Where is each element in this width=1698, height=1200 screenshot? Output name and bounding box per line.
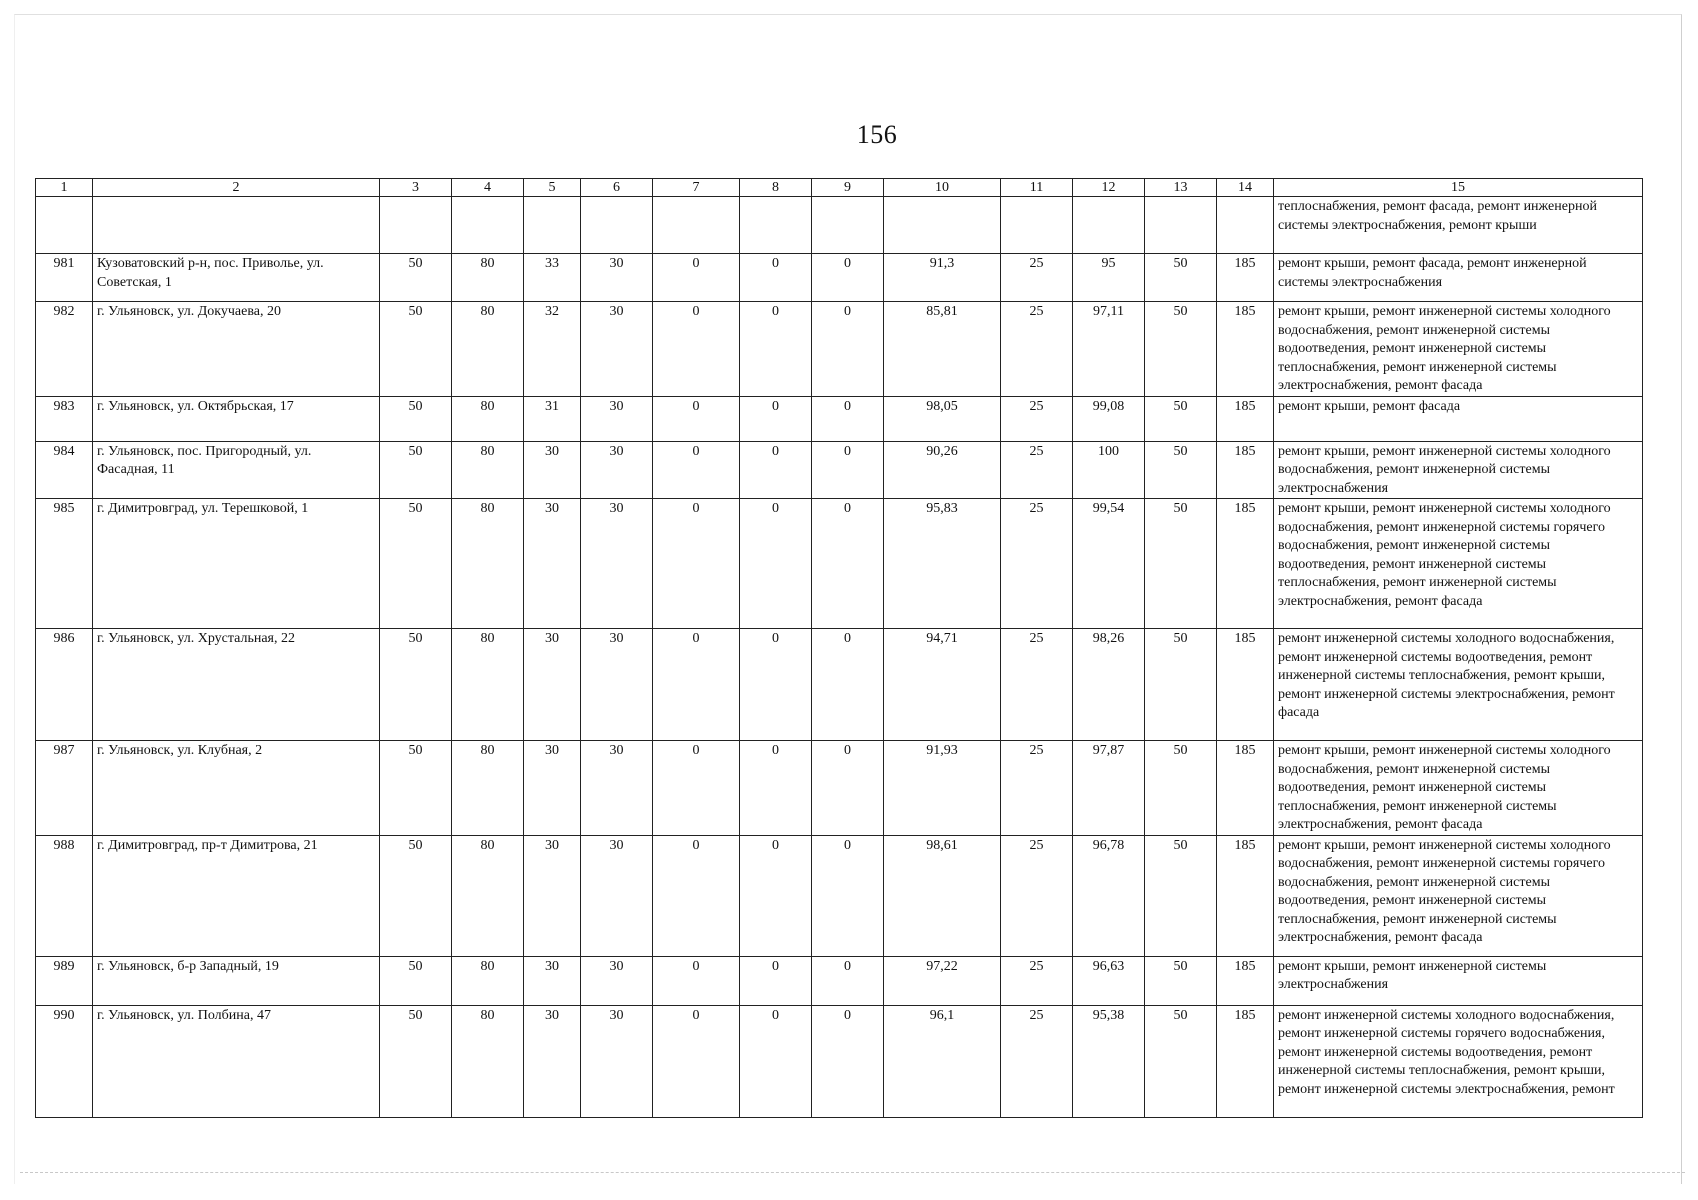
column-header: 7 — [653, 179, 740, 197]
header-row — [36, 179, 1643, 197]
table-cell-number: 990 — [36, 1005, 93, 1117]
table-row — [36, 1005, 1643, 1117]
table-cell-col9: 0 — [812, 741, 884, 836]
table-cell-col3: 50 — [380, 302, 452, 397]
table-cell-col14: 185 — [1217, 441, 1274, 499]
table-cell-col11 — [1001, 197, 1073, 254]
table-cell-col14: 185 — [1217, 499, 1274, 629]
table-cell-col14 — [1217, 197, 1274, 254]
table-cell-number: 989 — [36, 956, 93, 1005]
table-cell-col6 — [581, 197, 653, 254]
table-cell-col13: 50 — [1145, 254, 1217, 302]
table-cell-col14: 185 — [1217, 741, 1274, 836]
table-cell-col7: 0 — [653, 629, 740, 741]
table-cell-col13: 50 — [1145, 1005, 1217, 1117]
table-cell-col9: 0 — [812, 1005, 884, 1117]
table-cell-col10: 97,22 — [884, 956, 1001, 1005]
table-cell-address: г. Ульяновск, пос. Пригородный, ул. Фасадная, 11 — [93, 441, 380, 499]
table-cell-col10: 85,81 — [884, 302, 1001, 397]
table-cell-col14: 185 — [1217, 396, 1274, 441]
table-cell-address: г. Ульяновск, б-р Западный, 19 — [93, 956, 380, 1005]
table-cell-address: г. Ульяновск, ул. Клубная, 2 — [93, 741, 380, 836]
column-header: 14 — [1217, 179, 1274, 197]
table-cell-address: г. Димитровград, ул. Терешковой, 1 — [93, 499, 380, 629]
table-cell-col8: 0 — [740, 741, 812, 836]
scan-bottom-edge — [20, 1172, 1685, 1173]
table-cell-col6: 30 — [581, 835, 653, 956]
table-row — [36, 835, 1643, 956]
table-cell-col6: 30 — [581, 254, 653, 302]
table-cell-col9: 0 — [812, 835, 884, 956]
table-cell-col11: 25 — [1001, 835, 1073, 956]
table-cell-col4: 80 — [452, 1005, 524, 1117]
table-cell-col9 — [812, 197, 884, 254]
table-cell-col13: 50 — [1145, 499, 1217, 629]
table-cell-col9: 0 — [812, 254, 884, 302]
table-cell-works: ремонт крыши, ремонт инженерной системы электроснабжения — [1274, 956, 1643, 1005]
table-cell-number: 988 — [36, 835, 93, 956]
table-cell-col7: 0 — [653, 254, 740, 302]
table-cell-col8: 0 — [740, 499, 812, 629]
table-cell-address: г. Ульяновск, ул. Докучаева, 20 — [93, 302, 380, 397]
column-header: 5 — [524, 179, 581, 197]
table-cell-address: Кузоватовский р-н, пос. Приволье, ул. Советская, 1 — [93, 254, 380, 302]
table-cell-col7: 0 — [653, 956, 740, 1005]
column-header: 11 — [1001, 179, 1073, 197]
table-cell-col8: 0 — [740, 835, 812, 956]
table-cell-col8: 0 — [740, 441, 812, 499]
table-cell-col5: 30 — [524, 835, 581, 956]
table-cell-col7: 0 — [653, 396, 740, 441]
table-cell-works: ремонт инженерной системы холодного водоснабжения, ремонт инженерной системы водоотведения, ремонт инженерной системы теплоснабжения, ремонт крыши, ремонт инженерной системы электроснабжения, ремонт фасада — [1274, 629, 1643, 741]
table-row — [36, 741, 1643, 836]
table-cell-col13: 50 — [1145, 441, 1217, 499]
column-header: 2 — [93, 179, 380, 197]
table-cell-col11: 25 — [1001, 629, 1073, 741]
table-cell-works: ремонт крыши, ремонт инженерной системы холодного водоснабжения, ремонт инженерной системы водоотведения, ремонт инженерной системы теплоснабжения, ремонт инженерной системы электроснабжения, ремонт фасада — [1274, 302, 1643, 397]
table-cell-col9: 0 — [812, 441, 884, 499]
table-cell-col4: 80 — [452, 499, 524, 629]
column-header: 9 — [812, 179, 884, 197]
table-cell-col11: 25 — [1001, 1005, 1073, 1117]
table-cell-works: ремонт крыши, ремонт фасада, ремонт инженерной системы электроснабжения — [1274, 254, 1643, 302]
table-cell-col12: 96,63 — [1073, 956, 1145, 1005]
column-header: 3 — [380, 179, 452, 197]
table-cell-col7 — [653, 197, 740, 254]
table-cell-col7: 0 — [653, 499, 740, 629]
column-header: 15 — [1274, 179, 1643, 197]
table-cell-col13 — [1145, 197, 1217, 254]
table-cell-col4: 80 — [452, 629, 524, 741]
table-cell-number: 981 — [36, 254, 93, 302]
table-cell-col3: 50 — [380, 396, 452, 441]
table-cell-col12: 98,26 — [1073, 629, 1145, 741]
table-cell-col5: 30 — [524, 499, 581, 629]
table-cell-works: ремонт инженерной системы холодного водоснабжения, ремонт инженерной системы горячего водоснабжения, ремонт инженерной системы водоотведения, ремонт инженерной системы теплоснабжения, ремонт крыши, ремонт инженерной системы электроснабжения, ремонт — [1274, 1005, 1643, 1117]
column-header: 6 — [581, 179, 653, 197]
table-cell-col7: 0 — [653, 441, 740, 499]
table-cell-col8: 0 — [740, 254, 812, 302]
table-cell-col9: 0 — [812, 499, 884, 629]
table-cell-col4: 80 — [452, 441, 524, 499]
table-cell-col8: 0 — [740, 1005, 812, 1117]
table-cell-col6: 30 — [581, 441, 653, 499]
page-number: 156 — [856, 120, 898, 149]
table-cell-number: 984 — [36, 441, 93, 499]
table-cell-col7: 0 — [653, 741, 740, 836]
table-cell-col5: 31 — [524, 396, 581, 441]
repair-register-table — [35, 178, 1643, 1118]
table-cell-col6: 30 — [581, 741, 653, 836]
table-cell-col13: 50 — [1145, 396, 1217, 441]
column-header: 4 — [452, 179, 524, 197]
table-cell-col3: 50 — [380, 499, 452, 629]
table-cell-col4: 80 — [452, 741, 524, 836]
table-cell-number: 986 — [36, 629, 93, 741]
table-cell-col7: 0 — [653, 835, 740, 956]
table-cell-col7: 0 — [653, 1005, 740, 1117]
table-cell-col13: 50 — [1145, 629, 1217, 741]
table-cell-col9: 0 — [812, 956, 884, 1005]
table-cell-col3: 50 — [380, 1005, 452, 1117]
table-cell-col8: 0 — [740, 956, 812, 1005]
table-cell-col5: 33 — [524, 254, 581, 302]
table-cell-col5: 30 — [524, 741, 581, 836]
table-cell-number: 985 — [36, 499, 93, 629]
table-cell-col10: 98,61 — [884, 835, 1001, 956]
table-cell-col6: 30 — [581, 1005, 653, 1117]
table-cell-col10: 95,83 — [884, 499, 1001, 629]
table-cell-col3: 50 — [380, 629, 452, 741]
table-cell-col3: 50 — [380, 254, 452, 302]
table-cell-address — [93, 197, 380, 254]
table-cell-col10 — [884, 197, 1001, 254]
table-cell-col11: 25 — [1001, 441, 1073, 499]
column-header: 8 — [740, 179, 812, 197]
table-cell-address: г. Ульяновск, ул. Полбина, 47 — [93, 1005, 380, 1117]
table-cell-col7: 0 — [653, 302, 740, 397]
table-cell-col14: 185 — [1217, 254, 1274, 302]
table-cell-col9: 0 — [812, 396, 884, 441]
table-cell-col11: 25 — [1001, 499, 1073, 629]
table-cell-col4: 80 — [452, 956, 524, 1005]
table-cell-col8 — [740, 197, 812, 254]
table-cell-col11: 25 — [1001, 741, 1073, 836]
table-cell-col3: 50 — [380, 835, 452, 956]
table-cell-col5: 30 — [524, 629, 581, 741]
table-row — [36, 499, 1643, 629]
table-cell-col4: 80 — [452, 835, 524, 956]
table-row — [36, 197, 1643, 254]
table-cell-col10: 91,3 — [884, 254, 1001, 302]
table-cell-col13: 50 — [1145, 835, 1217, 956]
table-cell-col14: 185 — [1217, 835, 1274, 956]
table-cell-col4: 80 — [452, 254, 524, 302]
table-cell-col4: 80 — [452, 396, 524, 441]
table-cell-col6: 30 — [581, 302, 653, 397]
table-cell-col8: 0 — [740, 629, 812, 741]
table-cell-col14: 185 — [1217, 956, 1274, 1005]
table-cell-col10: 90,26 — [884, 441, 1001, 499]
table-row — [36, 629, 1643, 741]
table-cell-works: ремонт крыши, ремонт фасада — [1274, 396, 1643, 441]
table-cell-col12 — [1073, 197, 1145, 254]
table-row — [36, 441, 1643, 499]
table-cell-number: 982 — [36, 302, 93, 397]
column-header: 12 — [1073, 179, 1145, 197]
table-cell-works: теплоснабжения, ремонт фасада, ремонт инженерной системы электроснабжения, ремонт крыши — [1274, 197, 1643, 254]
table-cell-col14: 185 — [1217, 629, 1274, 741]
table-cell-col4: 80 — [452, 302, 524, 397]
table-cell-number — [36, 197, 93, 254]
table-cell-col6: 30 — [581, 499, 653, 629]
table-cell-col13: 50 — [1145, 302, 1217, 397]
table-cell-col6: 30 — [581, 629, 653, 741]
table-cell-col9: 0 — [812, 629, 884, 741]
table-cell-col12: 95,38 — [1073, 1005, 1145, 1117]
table-cell-number: 983 — [36, 396, 93, 441]
table-cell-address: г. Димитровград, пр-т Димитрова, 21 — [93, 835, 380, 956]
table-cell-col3: 50 — [380, 741, 452, 836]
table-cell-col6: 30 — [581, 396, 653, 441]
table-cell-col10: 91,93 — [884, 741, 1001, 836]
table-row — [36, 302, 1643, 397]
table-cell-col3: 50 — [380, 956, 452, 1005]
table-cell-col14: 185 — [1217, 1005, 1274, 1117]
table-cell-number: 987 — [36, 741, 93, 836]
table-cell-works: ремонт крыши, ремонт инженерной системы холодного водоснабжения, ремонт инженерной системы горячего водоснабжения, ремонт инженерной системы водоотведения, ремонт инженерной системы теплоснабжения, ремонт инженерной системы электроснабжения, ремонт фасада — [1274, 499, 1643, 629]
table-cell-col8: 0 — [740, 302, 812, 397]
table-row — [36, 396, 1643, 441]
table-cell-col10: 96,1 — [884, 1005, 1001, 1117]
table-cell-col12: 99,54 — [1073, 499, 1145, 629]
table-cell-address: г. Ульяновск, ул. Октябрьская, 17 — [93, 396, 380, 441]
table-cell-col12: 100 — [1073, 441, 1145, 499]
table-cell-works: ремонт крыши, ремонт инженерной системы холодного водоснабжения, ремонт инженерной системы горячего водоснабжения, ремонт инженерной системы водоотведения, ремонт инженерной системы теплоснабжения, ремонт инженерной системы электроснабжения, ремонт фасада — [1274, 835, 1643, 956]
table-cell-col4 — [452, 197, 524, 254]
column-header: 1 — [36, 179, 93, 197]
table-cell-col5: 30 — [524, 441, 581, 499]
table-cell-col10: 98,05 — [884, 396, 1001, 441]
table-cell-col11: 25 — [1001, 254, 1073, 302]
table-cell-col12: 97,11 — [1073, 302, 1145, 397]
table-cell-works: ремонт крыши, ремонт инженерной системы холодного водоснабжения, ремонт инженерной системы электроснабжения — [1274, 441, 1643, 499]
column-header: 13 — [1145, 179, 1217, 197]
table-cell-col10: 94,71 — [884, 629, 1001, 741]
table-cell-col12: 97,87 — [1073, 741, 1145, 836]
table-cell-col12: 96,78 — [1073, 835, 1145, 956]
table-row — [36, 956, 1643, 1005]
table-cell-col11: 25 — [1001, 302, 1073, 397]
table-cell-col5: 30 — [524, 956, 581, 1005]
table-cell-col5: 32 — [524, 302, 581, 397]
table-cell-col9: 0 — [812, 302, 884, 397]
table-cell-col3: 50 — [380, 441, 452, 499]
table-cell-col11: 25 — [1001, 396, 1073, 441]
table-cell-col11: 25 — [1001, 956, 1073, 1005]
table-cell-col12: 99,08 — [1073, 396, 1145, 441]
table-cell-col13: 50 — [1145, 741, 1217, 836]
table-cell-col12: 95 — [1073, 254, 1145, 302]
table-cell-address: г. Ульяновск, ул. Хрустальная, 22 — [93, 629, 380, 741]
table-cell-col5 — [524, 197, 581, 254]
table-cell-col3 — [380, 197, 452, 254]
table-cell-works: ремонт крыши, ремонт инженерной системы холодного водоснабжения, ремонт инженерной системы водоотведения, ремонт инженерной системы теплоснабжения, ремонт инженерной системы электроснабжения, ремонт фасада — [1274, 741, 1643, 836]
table-cell-col6: 30 — [581, 956, 653, 1005]
column-header: 10 — [884, 179, 1001, 197]
table-cell-col13: 50 — [1145, 956, 1217, 1005]
table-row — [36, 254, 1643, 302]
table-cell-col14: 185 — [1217, 302, 1274, 397]
table-cell-col5: 30 — [524, 1005, 581, 1117]
table-cell-col8: 0 — [740, 396, 812, 441]
